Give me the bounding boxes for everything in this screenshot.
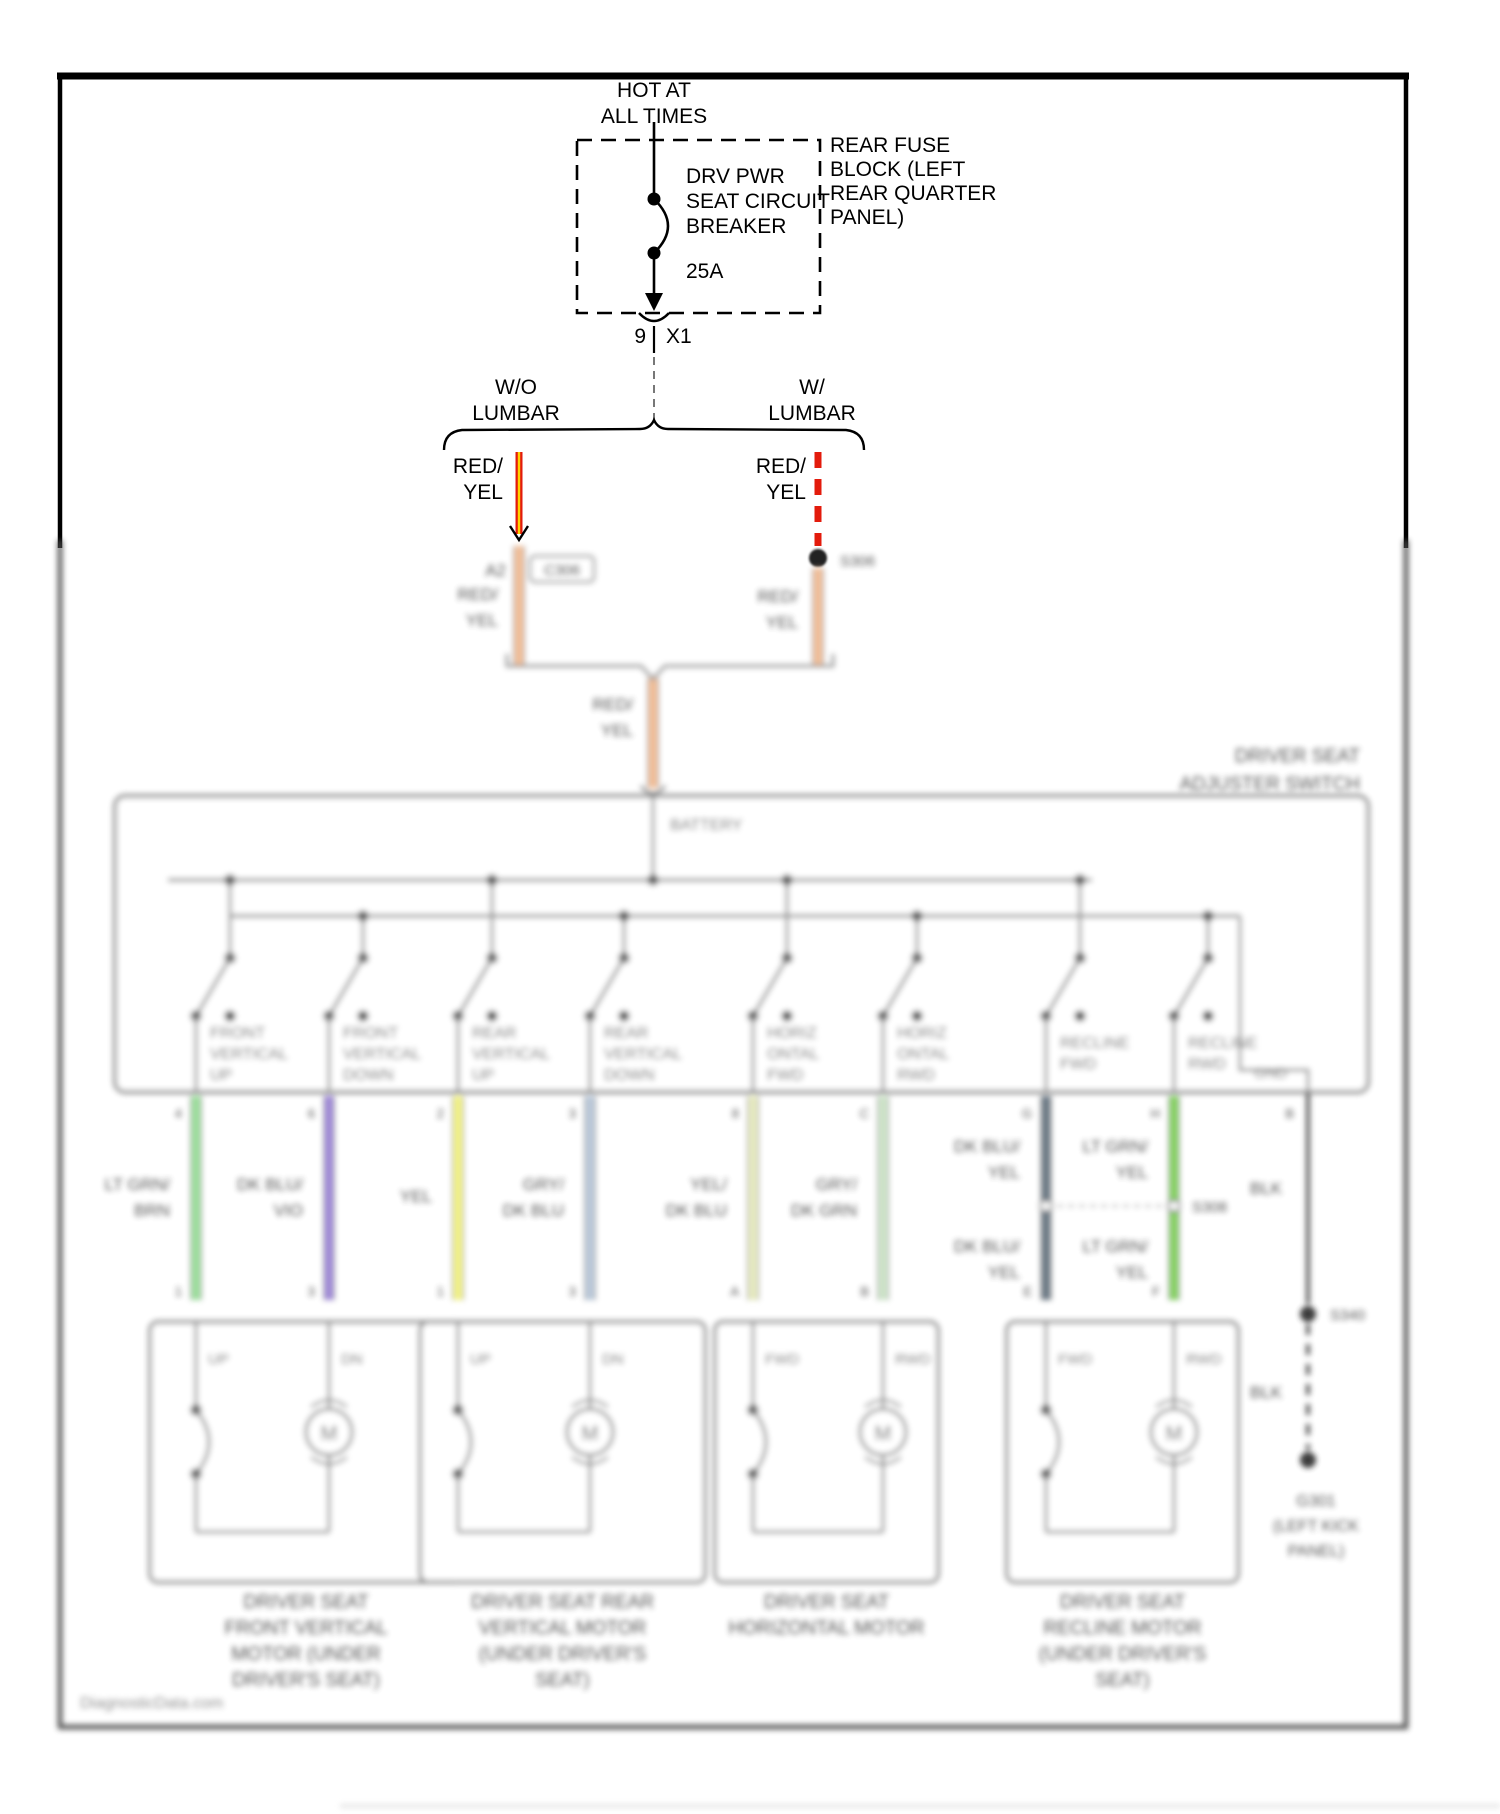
semi-blur-layer	[809, 549, 827, 567]
motor-m-glyph: M	[320, 1423, 338, 1445]
joined-wire-label: RED/	[592, 695, 633, 714]
junction-dot	[487, 1011, 498, 1022]
motor-caption-line: HORIZONTAL MOTOR	[728, 1618, 925, 1639]
motor-terminal-label: DN	[341, 1351, 363, 1368]
top-pin-label: 3	[568, 1106, 576, 1121]
junction-dot	[1203, 911, 1214, 922]
wire-color-label: YEL	[987, 1263, 1020, 1282]
motor-caption-line: (UNDER DRIVER'S	[1038, 1644, 1207, 1665]
switch-position-label: RECLINE	[1060, 1035, 1130, 1052]
motor-terminal-label: UP	[208, 1351, 229, 1368]
wire-color-label: GRY/	[522, 1175, 564, 1194]
wire-color-label: YEL	[399, 1187, 432, 1206]
bottom-pin-label: B	[860, 1284, 869, 1299]
w-lumbar-line2: LUMBAR	[768, 402, 856, 425]
junction-dot	[1203, 1011, 1214, 1022]
junction-dot	[648, 875, 659, 886]
junction-dot	[782, 1011, 793, 1022]
bottom-pin-label: 3	[568, 1284, 576, 1299]
junction-dot	[782, 875, 793, 886]
motor-caption-line: (UNDER DRIVER'S	[478, 1644, 647, 1665]
breaker-rating-label: 25A	[686, 260, 724, 283]
top-pin-label: 8	[731, 1106, 739, 1121]
inline-connector-joint	[1041, 1201, 1052, 1212]
wire-color-label: LT GRN/	[104, 1175, 170, 1194]
adjuster-switch-name: DRIVER SEAT	[1234, 746, 1360, 767]
switch-position-label: FRONT	[210, 1025, 266, 1042]
motor-terminal-label: DN	[602, 1351, 624, 1368]
switch-position-label: VERTICAL	[472, 1046, 550, 1063]
bottom-pin-label: E	[1023, 1284, 1032, 1299]
inline-connector-label: S308	[1192, 1199, 1228, 1216]
motor-terminal-label: FWD	[1058, 1351, 1093, 1368]
breaker-name-line3: BREAKER	[686, 215, 787, 238]
wire-color-label: VIO	[273, 1201, 303, 1220]
down-arrowhead-icon	[645, 293, 663, 311]
motor-caption-line: SEAT)	[535, 1670, 590, 1691]
motor-caption-line: SEAT)	[1095, 1670, 1150, 1691]
all-times-label: ALL TIMES	[600, 105, 708, 128]
ground-splice-dot	[1300, 1306, 1316, 1322]
switch-position-label: UP	[210, 1067, 233, 1084]
motor-m-glyph: M	[1165, 1423, 1183, 1445]
sharp-layer	[57, 76, 1409, 548]
wire-color-label: DK BLU/	[953, 1137, 1020, 1156]
ground-location-label: G301	[1296, 1493, 1336, 1510]
wire-color-label: DK BLU/	[953, 1237, 1020, 1256]
left-connector-pin-label: A2	[485, 561, 506, 580]
adjuster-switch-name: ADJUSTER SWITCH	[1179, 774, 1360, 795]
switch-position-label: FWD	[1060, 1056, 1097, 1073]
hot-at-label: HOT AT	[617, 79, 691, 102]
switch-position-label: HORIZ	[767, 1025, 817, 1042]
top-pin-label: 2	[436, 1106, 444, 1121]
right-feed-wire-label1: RED/	[755, 455, 806, 478]
junction-dot	[619, 1011, 630, 1022]
breaker-name-line2: SEAT CIRCUIT	[686, 190, 830, 213]
gnd-terminal-label: GND	[1254, 1065, 1288, 1082]
motor-terminal-label: RWD	[1186, 1351, 1222, 1368]
wire-color-label: YEL	[1115, 1163, 1148, 1182]
blk-wire-label: BLK	[1249, 1179, 1282, 1198]
motor-box	[420, 1322, 705, 1582]
top-pin-label: 6	[307, 1106, 315, 1121]
breaker-connector-label: X1	[666, 325, 692, 348]
wire-color-label: LT GRN/	[1082, 1237, 1148, 1256]
wire-color-label: YEL	[987, 1163, 1020, 1182]
motor-caption-line: DRIVER SEAT	[763, 1592, 890, 1613]
wire-color-label: YEL/	[690, 1175, 727, 1194]
blk-wire-label: BLK	[1249, 1383, 1282, 1402]
fuse-block-line4: PANEL)	[830, 206, 905, 229]
blurred-layer	[58, 540, 1500, 1806]
switch-position-label: DOWN	[343, 1067, 394, 1084]
breaker-pin-label: 9	[634, 325, 646, 348]
motor-caption-line: DRIVER SEAT	[243, 1592, 369, 1613]
circuit-breaker-arc	[654, 199, 668, 253]
joined-wire-label: YEL	[600, 721, 633, 740]
motor-caption-line: MOTOR (UNDER	[231, 1644, 381, 1665]
wire-color-label: DK GRN	[790, 1201, 857, 1220]
switch-position-label: ONTAL	[767, 1046, 820, 1063]
watermark-text: DiagnosticData.com	[80, 1695, 224, 1712]
bottom-pin-label: A	[730, 1284, 739, 1299]
switch-position-label: REAR	[604, 1025, 649, 1042]
left-feed-wire-label1: RED/	[452, 455, 503, 478]
wire-color-label: DK BLU/	[236, 1175, 303, 1194]
motor-m-glyph: M	[874, 1423, 892, 1445]
junction-dot	[912, 911, 923, 922]
ground-location-label: (LEFT KICK	[1273, 1518, 1359, 1535]
motor-caption-line: FRONT VERTICAL	[224, 1618, 388, 1639]
junction-dot	[358, 1011, 369, 1022]
ground-splice-label: S340	[1330, 1307, 1366, 1324]
ground-location-label: PANEL)	[1287, 1543, 1345, 1560]
ground-pin-label: B	[1285, 1106, 1294, 1121]
wire-color-label: DK BLU	[502, 1201, 564, 1220]
motor-caption-line: VERTICAL MOTOR	[478, 1618, 647, 1639]
wo-lumbar-line2: LUMBAR	[472, 402, 560, 425]
top-pin-label: C	[859, 1106, 869, 1121]
junction-dot	[619, 911, 630, 922]
left-lower-wire-label: RED/	[457, 585, 498, 604]
fuse-block-line2: BLOCK (LEFT	[830, 158, 966, 181]
right-feed-wire-label2: YEL	[766, 481, 806, 504]
switch-position-label: FRONT	[343, 1025, 399, 1042]
switch-position-label: HORIZ	[897, 1025, 947, 1042]
fuse-block-line3: REAR QUARTER	[830, 182, 997, 205]
motor-terminal-label: FWD	[765, 1351, 800, 1368]
left-connector-tag-label: C306	[544, 562, 580, 579]
bottom-pin-label: 1	[436, 1284, 444, 1299]
bottom-pin-label: F	[1152, 1284, 1160, 1299]
motor-terminal-label: RWD	[895, 1351, 931, 1368]
motor-caption-line: RECLINE MOTOR	[1043, 1618, 1202, 1639]
wo-lumbar-line1: W/O	[495, 376, 537, 399]
switch-position-label: VERTICAL	[343, 1046, 421, 1063]
inline-connector-joint	[1169, 1201, 1180, 1212]
junction-dot	[1075, 1011, 1086, 1022]
junction-dot	[225, 1011, 236, 1022]
left-feed-wire-label2: YEL	[463, 481, 503, 504]
top-pin-label: H	[1150, 1106, 1160, 1121]
breaker-name-line1: DRV PWR	[686, 165, 785, 188]
fuse-block-line1: REAR FUSE	[830, 134, 951, 157]
bottom-pin-label: 1	[174, 1284, 182, 1299]
wire-color-label: LT GRN/	[1082, 1137, 1148, 1156]
switch-position-label: VERTICAL	[604, 1046, 682, 1063]
bottom-pin-label: 3	[307, 1284, 315, 1299]
switch-position-label: RWD	[1188, 1056, 1226, 1073]
right-lower-wire-label: RED/	[757, 587, 798, 606]
splice-dot	[809, 549, 827, 567]
merge-bracket	[507, 654, 833, 679]
motor-caption-line: DRIVER'S SEAT)	[232, 1670, 380, 1691]
junction-dot	[487, 875, 498, 886]
switch-position-label: FWD	[767, 1067, 804, 1084]
left-lower-wire-label: YEL	[465, 611, 498, 630]
switch-position-label: DOWN	[604, 1067, 655, 1084]
top-pin-label: 4	[174, 1106, 182, 1121]
switch-position-label: ONTAL	[897, 1046, 950, 1063]
switch-position-label: REAR	[472, 1025, 517, 1042]
switch-position-label: RECLINE	[1188, 1035, 1258, 1052]
junction-dot	[225, 875, 236, 886]
wire-color-label: DK BLU	[665, 1201, 727, 1220]
ground-point-dot	[1300, 1452, 1316, 1468]
w-lumbar-line1: W/	[799, 376, 825, 399]
wire-color-label: GRY/	[815, 1175, 857, 1194]
motor-caption-line: DRIVER SEAT	[1059, 1592, 1186, 1613]
wire-color-label: YEL	[1115, 1263, 1148, 1282]
junction-dot	[1075, 875, 1086, 886]
switch-position-label: UP	[472, 1067, 495, 1084]
battery-terminal-label: BATTERY	[670, 817, 743, 834]
switch-position-label: VERTICAL	[210, 1046, 288, 1063]
motor-m-glyph: M	[581, 1423, 599, 1445]
motor-caption-line: DRIVER SEAT REAR	[470, 1592, 655, 1613]
junction-dot	[358, 911, 369, 922]
wire-color-label: BRN	[134, 1201, 170, 1220]
motor-terminal-label: UP	[470, 1351, 491, 1368]
right-lower-wire-label: YEL	[765, 613, 798, 632]
junction-dot	[912, 1011, 923, 1022]
top-pin-label: G	[1021, 1106, 1032, 1121]
adjuster-switch-box	[115, 796, 1368, 1092]
right-splice-label: S306	[840, 553, 876, 570]
switch-position-label: RWD	[897, 1067, 935, 1084]
